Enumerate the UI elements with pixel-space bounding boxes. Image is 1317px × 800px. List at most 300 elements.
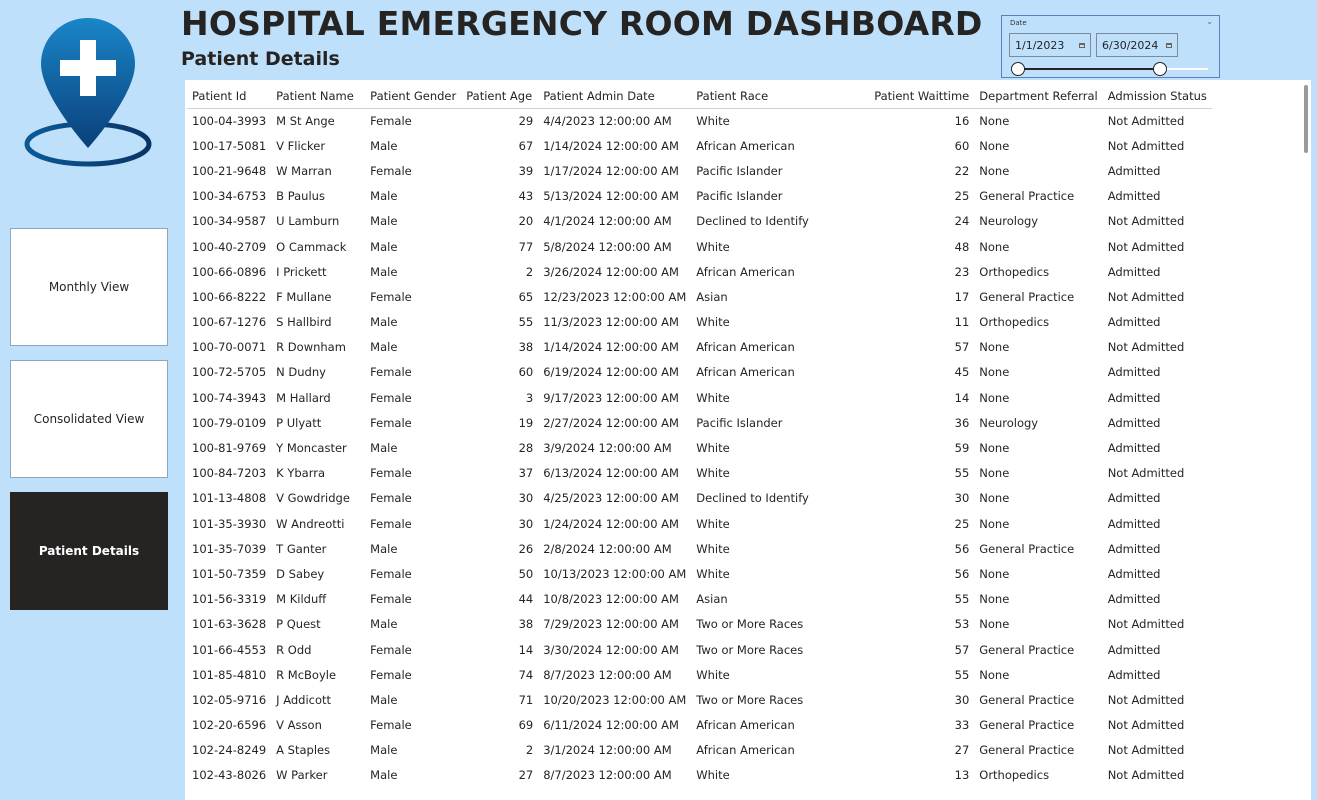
table-cell: Pacific Islander bbox=[696, 415, 783, 430]
table-cell: 100-67-1276 bbox=[192, 315, 267, 330]
table-cell: 19 bbox=[518, 415, 534, 430]
table-cell: Not Admitted bbox=[1107, 214, 1185, 229]
table-row[interactable] bbox=[187, 184, 1212, 209]
table-cell: Male bbox=[370, 138, 398, 153]
table-row[interactable] bbox=[187, 662, 1212, 687]
calendar-icon[interactable] bbox=[1166, 43, 1172, 48]
table-row[interactable] bbox=[187, 587, 1212, 612]
table-cell: 9/17/2023 12:00:00 AM bbox=[543, 390, 679, 405]
table-cell: White bbox=[696, 566, 730, 581]
table-cell: 50 bbox=[518, 566, 534, 581]
table-cell: Declined to Identify bbox=[696, 491, 809, 506]
table-cell: 100-66-0896 bbox=[192, 264, 267, 279]
table-row[interactable] bbox=[187, 738, 1212, 763]
table-row[interactable] bbox=[187, 637, 1212, 662]
table-cell: 28 bbox=[518, 441, 534, 456]
table-cell: Admitted bbox=[1107, 264, 1161, 279]
page-subtitle: Patient Details bbox=[181, 48, 340, 70]
patient-details-label: Patient Details bbox=[38, 544, 140, 558]
date-slicer-label: Date bbox=[1010, 19, 1027, 27]
table-cell: White bbox=[696, 768, 730, 783]
table-cell: 22 bbox=[954, 163, 970, 178]
table-cell: Male bbox=[370, 315, 398, 330]
table-cell: 17 bbox=[954, 289, 970, 304]
table-cell: African American bbox=[696, 138, 795, 153]
table-cell: 77 bbox=[518, 239, 534, 254]
table-cell: Female bbox=[370, 667, 412, 682]
patient-details-button[interactable] bbox=[10, 492, 168, 610]
table-cell: 1/17/2024 12:00:00 AM bbox=[543, 163, 679, 178]
table-cell: 7/29/2023 12:00:00 AM bbox=[543, 617, 679, 632]
column-header[interactable]: Patient Admin Date bbox=[538, 84, 691, 108]
table-cell: 30 bbox=[954, 692, 970, 707]
end-date-value: 6/30/2024 bbox=[1102, 39, 1159, 52]
table-cell: None bbox=[979, 516, 1010, 531]
table-cell: Male bbox=[370, 340, 398, 355]
table-cell: M St Ange bbox=[276, 113, 335, 128]
table-cell: 101-35-7039 bbox=[192, 541, 267, 556]
table-cell: 102-43-8026 bbox=[192, 768, 267, 783]
table-cell: 101-13-4808 bbox=[192, 491, 267, 506]
table-cell: Female bbox=[370, 466, 412, 481]
column-header[interactable]: Patient Age bbox=[461, 84, 538, 108]
table-cell: Admitted bbox=[1107, 390, 1161, 405]
table-cell: S Hallbird bbox=[276, 315, 332, 330]
table-cell: 6/13/2024 12:00:00 AM bbox=[543, 466, 679, 481]
table-row[interactable] bbox=[187, 486, 1212, 511]
table-cell: 60 bbox=[518, 365, 534, 380]
table-cell: White bbox=[696, 239, 730, 254]
table-cell: Declined to Identify bbox=[696, 214, 809, 229]
table-cell: V Flicker bbox=[276, 138, 326, 153]
table-cell: 27 bbox=[954, 743, 970, 758]
table-cell: Male bbox=[370, 239, 398, 254]
table-cell: 100-21-9648 bbox=[192, 163, 267, 178]
table-cell: Female bbox=[370, 365, 412, 380]
column-header[interactable]: Patient Name bbox=[271, 84, 365, 108]
table-cell: 101-35-3930 bbox=[192, 516, 267, 531]
table-row[interactable] bbox=[187, 687, 1212, 712]
table-header-row bbox=[187, 84, 1212, 108]
header bbox=[176, 0, 1317, 80]
table-cell: R McBoyle bbox=[276, 667, 337, 682]
table-cell: 11 bbox=[954, 315, 970, 330]
patient-table-panel bbox=[185, 80, 1311, 800]
table-row[interactable] bbox=[187, 713, 1212, 738]
table-cell: 30 bbox=[954, 491, 970, 506]
table-cell: African American bbox=[696, 718, 795, 733]
table-cell: Female bbox=[370, 113, 412, 128]
table-cell: Admitted bbox=[1107, 163, 1161, 178]
table-cell: None bbox=[979, 566, 1010, 581]
table-cell: 3/9/2024 12:00:00 AM bbox=[543, 441, 672, 456]
table-cell: V Asson bbox=[276, 718, 322, 733]
table-cell: 3/26/2024 12:00:00 AM bbox=[543, 264, 679, 279]
table-cell: 10/13/2023 12:00:00 AM bbox=[543, 566, 687, 581]
table-cell: Pacific Islander bbox=[696, 163, 783, 178]
table-cell: Female bbox=[370, 415, 412, 430]
table-cell: 57 bbox=[954, 340, 970, 355]
table-row[interactable] bbox=[187, 536, 1212, 561]
table-cell: J Addicott bbox=[276, 692, 332, 707]
table-cell: Female bbox=[370, 718, 412, 733]
table-cell: 14 bbox=[518, 642, 534, 657]
table-cell: 10/20/2023 12:00:00 AM bbox=[543, 692, 687, 707]
table-cell: Admitted bbox=[1107, 415, 1161, 430]
table-cell: African American bbox=[696, 264, 795, 279]
table-cell: Not Admitted bbox=[1107, 743, 1185, 758]
table-cell: 100-74-3943 bbox=[192, 390, 267, 405]
table-cell: Admitted bbox=[1107, 642, 1161, 657]
table-cell: K Ybarra bbox=[276, 466, 326, 481]
table-cell: W Marran bbox=[276, 163, 332, 178]
table-cell: Admitted bbox=[1107, 592, 1161, 607]
table-cell: 16 bbox=[954, 113, 970, 128]
table-cell: 55 bbox=[518, 315, 534, 330]
table-cell: Admitted bbox=[1107, 667, 1161, 682]
table-cell: Neurology bbox=[979, 214, 1039, 229]
table-cell: 100-40-2709 bbox=[192, 239, 267, 254]
table-cell: 8/7/2023 12:00:00 AM bbox=[543, 768, 672, 783]
chevron-down-icon[interactable]: ⌄ bbox=[1206, 17, 1213, 26]
table-cell: African American bbox=[696, 365, 795, 380]
table-row[interactable] bbox=[187, 461, 1212, 486]
table-cell: Orthopedics bbox=[979, 768, 1050, 783]
table-cell: White bbox=[696, 466, 730, 481]
column-header[interactable]: Patient Race bbox=[691, 84, 826, 108]
table-cell: 1/14/2024 12:00:00 AM bbox=[543, 340, 679, 355]
table-row[interactable] bbox=[187, 209, 1212, 234]
table-cell: White bbox=[696, 667, 730, 682]
table-cell: 59 bbox=[954, 441, 970, 456]
table-cell: 30 bbox=[518, 491, 534, 506]
table-cell: Male bbox=[370, 768, 398, 783]
table-cell: F Mullane bbox=[276, 289, 332, 304]
table-row[interactable] bbox=[187, 158, 1212, 183]
table-cell: White bbox=[696, 441, 730, 456]
table-cell: 101-50-7359 bbox=[192, 566, 267, 581]
table-cell: General Practice bbox=[979, 541, 1075, 556]
table-cell: 57 bbox=[954, 642, 970, 657]
table-cell: 60 bbox=[954, 138, 970, 153]
table-cell: Admitted bbox=[1107, 441, 1161, 456]
table-cell: Male bbox=[370, 692, 398, 707]
table-cell: 4/25/2023 12:00:00 AM bbox=[543, 491, 679, 506]
table-cell: None bbox=[979, 667, 1010, 682]
table-cell: 6/11/2024 12:00:00 AM bbox=[543, 718, 679, 733]
table-cell: W Andreotti bbox=[276, 516, 345, 531]
table-cell: 23 bbox=[954, 264, 970, 279]
table-cell: 2 bbox=[525, 264, 534, 279]
date-slider-end-handle[interactable] bbox=[1153, 62, 1167, 76]
table-cell: Not Admitted bbox=[1107, 138, 1185, 153]
table-cell: 37 bbox=[518, 466, 534, 481]
table-cell: Admitted bbox=[1107, 491, 1161, 506]
location-pin-medical-cross-icon bbox=[24, 16, 154, 168]
table-row[interactable] bbox=[187, 284, 1212, 309]
table-cell: Not Admitted bbox=[1107, 289, 1185, 304]
table-cell: 29 bbox=[518, 113, 534, 128]
table-cell: Not Admitted bbox=[1107, 113, 1185, 128]
table-cell: 39 bbox=[518, 163, 534, 178]
table-cell: 14 bbox=[954, 390, 970, 405]
table-row[interactable] bbox=[187, 561, 1212, 586]
table-cell: None bbox=[979, 138, 1010, 153]
table-cell: 38 bbox=[518, 617, 534, 632]
table-cell: 5/8/2024 12:00:00 AM bbox=[543, 239, 672, 254]
table-cell: Male bbox=[370, 441, 398, 456]
table-cell: Male bbox=[370, 617, 398, 632]
date-slider-start-handle[interactable] bbox=[1011, 62, 1025, 76]
table-cell: 8/7/2023 12:00:00 AM bbox=[543, 667, 672, 682]
table-cell: African American bbox=[696, 340, 795, 355]
table-cell: B Paulus bbox=[276, 189, 325, 204]
table-cell: 100-34-9587 bbox=[192, 214, 267, 229]
table-cell: 10/8/2023 12:00:00 AM bbox=[543, 592, 679, 607]
table-cell: Female bbox=[370, 592, 412, 607]
table-cell: 101-66-4553 bbox=[192, 642, 267, 657]
table-cell: 43 bbox=[518, 189, 534, 204]
table-cell: N Dudny bbox=[276, 365, 326, 380]
table-cell: 100-66-8222 bbox=[192, 289, 267, 304]
table-cell: Neurology bbox=[979, 415, 1039, 430]
table-cell: Two or More Races bbox=[696, 642, 804, 657]
table-cell: Male bbox=[370, 189, 398, 204]
consolidated-view-label: Consolidated View bbox=[33, 412, 145, 426]
monthly-view-button[interactable] bbox=[10, 228, 168, 346]
table-cell: Admitted bbox=[1107, 541, 1161, 556]
table-cell: White bbox=[696, 516, 730, 531]
table-cell: 25 bbox=[954, 189, 970, 204]
table-cell: 36 bbox=[954, 415, 970, 430]
table-cell: Not Admitted bbox=[1107, 768, 1185, 783]
table-cell: 13 bbox=[954, 768, 970, 783]
table-cell: Admitted bbox=[1107, 189, 1161, 204]
table-row[interactable] bbox=[187, 435, 1212, 460]
table-cell: Male bbox=[370, 541, 398, 556]
table-cell: Female bbox=[370, 491, 412, 506]
table-cell: White bbox=[696, 113, 730, 128]
table-row[interactable] bbox=[187, 259, 1212, 284]
table-cell: 65 bbox=[518, 289, 534, 304]
table-cell: Female bbox=[370, 390, 412, 405]
table-cell: 100-04-3993 bbox=[192, 113, 267, 128]
table-cell: 100-84-7203 bbox=[192, 466, 267, 481]
table-cell: 101-63-3628 bbox=[192, 617, 267, 632]
table-cell: None bbox=[979, 340, 1010, 355]
table-cell: None bbox=[979, 491, 1010, 506]
table-cell: 100-34-6753 bbox=[192, 189, 267, 204]
table-cell: Female bbox=[370, 642, 412, 657]
table-cell: 100-72-5705 bbox=[192, 365, 267, 380]
table-cell: Orthopedics bbox=[979, 264, 1050, 279]
table-cell: None bbox=[979, 163, 1010, 178]
table-cell: 6/19/2024 12:00:00 AM bbox=[543, 365, 679, 380]
table-cell: O Cammack bbox=[276, 239, 347, 254]
table-cell: 38 bbox=[518, 340, 534, 355]
table-cell: Not Admitted bbox=[1107, 340, 1185, 355]
table-cell: Not Admitted bbox=[1107, 718, 1185, 733]
table-row[interactable] bbox=[187, 511, 1212, 536]
table-cell: General Practice bbox=[979, 289, 1075, 304]
table-row[interactable] bbox=[187, 763, 1212, 788]
table-cell: Orthopedics bbox=[979, 315, 1050, 330]
table-cell: Male bbox=[370, 743, 398, 758]
date-slicer[interactable] bbox=[1001, 15, 1220, 78]
table-cell: T Ganter bbox=[276, 541, 327, 556]
table-cell: None bbox=[979, 592, 1010, 607]
table-cell: 33 bbox=[954, 718, 970, 733]
table-cell: M Hallard bbox=[276, 390, 331, 405]
table-cell: Not Admitted bbox=[1107, 692, 1185, 707]
logo-svg bbox=[24, 16, 154, 168]
table-cell: P Quest bbox=[276, 617, 321, 632]
table-cell: 55 bbox=[954, 466, 970, 481]
table-row[interactable] bbox=[187, 133, 1212, 158]
table-cell: General Practice bbox=[979, 189, 1075, 204]
table-row[interactable] bbox=[187, 360, 1212, 385]
table-row[interactable] bbox=[187, 612, 1212, 637]
table-cell: None bbox=[979, 113, 1010, 128]
table-cell: Pacific Islander bbox=[696, 189, 783, 204]
table-row[interactable] bbox=[187, 410, 1212, 435]
table-cell: 102-24-8249 bbox=[192, 743, 267, 758]
table-cell: 71 bbox=[518, 692, 534, 707]
table-cell: A Staples bbox=[276, 743, 331, 758]
table-cell: R Odd bbox=[276, 642, 312, 657]
table-cell: D Sabey bbox=[276, 566, 325, 581]
table-cell: 100-79-0109 bbox=[192, 415, 267, 430]
end-date-input[interactable] bbox=[1096, 33, 1178, 57]
page-title: HOSPITAL EMERGENCY ROOM DASHBOARD bbox=[181, 4, 983, 43]
table-cell: Female bbox=[370, 516, 412, 531]
table-cell: 48 bbox=[954, 239, 970, 254]
table-cell: 56 bbox=[954, 541, 970, 556]
table-cell: 100-70-0071 bbox=[192, 340, 267, 355]
table-cell: African American bbox=[696, 743, 795, 758]
table-cell: U Lamburn bbox=[276, 214, 340, 229]
table-cell: Female bbox=[370, 289, 412, 304]
table-cell: 27 bbox=[518, 768, 534, 783]
table-cell: Two or More Races bbox=[696, 692, 804, 707]
table-cell: 3 bbox=[525, 390, 534, 405]
table-row[interactable] bbox=[187, 385, 1212, 410]
table-cell: Admitted bbox=[1107, 566, 1161, 581]
vertical-scrollbar[interactable] bbox=[1304, 85, 1308, 153]
column-header[interactable]: Patient Gender bbox=[365, 84, 461, 108]
table-cell: 5/13/2024 12:00:00 AM bbox=[543, 189, 679, 204]
table-cell: 55 bbox=[954, 667, 970, 682]
table-cell: 100-17-5081 bbox=[192, 138, 267, 153]
table-cell: 44 bbox=[518, 592, 534, 607]
table-cell: 11/3/2023 12:00:00 AM bbox=[543, 315, 679, 330]
column-header[interactable]: Department Referral bbox=[974, 84, 1102, 108]
table-body bbox=[187, 108, 1212, 788]
table-cell: Male bbox=[370, 214, 398, 229]
table-row[interactable] bbox=[187, 310, 1212, 335]
table-cell: 30 bbox=[518, 516, 534, 531]
table-cell: Admitted bbox=[1107, 365, 1161, 380]
table-cell: General Practice bbox=[979, 743, 1075, 758]
table-cell: Male bbox=[370, 264, 398, 279]
column-header[interactable]: Admission Status bbox=[1103, 84, 1212, 108]
start-date-value: 1/1/2023 bbox=[1015, 39, 1065, 52]
consolidated-view-button[interactable] bbox=[10, 360, 168, 478]
table-row[interactable] bbox=[187, 335, 1212, 360]
table-cell: None bbox=[979, 617, 1010, 632]
table-cell: None bbox=[979, 239, 1010, 254]
table-cell: Asian bbox=[696, 289, 728, 304]
table-cell: 4/1/2024 12:00:00 AM bbox=[543, 214, 672, 229]
table-cell: 26 bbox=[518, 541, 534, 556]
table-cell: 2/27/2024 12:00:00 AM bbox=[543, 415, 679, 430]
table-cell: I Prickett bbox=[276, 264, 327, 279]
table-cell: 53 bbox=[954, 617, 970, 632]
start-date-input[interactable] bbox=[1009, 33, 1091, 57]
table-row[interactable] bbox=[187, 108, 1212, 133]
table-cell: 55 bbox=[954, 592, 970, 607]
table-cell: Asian bbox=[696, 592, 728, 607]
table-cell: 2 bbox=[525, 743, 534, 758]
table-cell: P Ulyatt bbox=[276, 415, 322, 430]
table-cell: 101-85-4810 bbox=[192, 667, 267, 682]
table-cell: General Practice bbox=[979, 642, 1075, 657]
table-cell: 1/24/2024 12:00:00 AM bbox=[543, 516, 679, 531]
table-cell: 45 bbox=[954, 365, 970, 380]
table-cell: None bbox=[979, 466, 1010, 481]
table-cell: General Practice bbox=[979, 718, 1075, 733]
table-cell: 102-05-9716 bbox=[192, 692, 267, 707]
table-cell: Female bbox=[370, 566, 412, 581]
column-header[interactable]: Patient Waittime bbox=[826, 84, 974, 108]
table-cell: Not Admitted bbox=[1107, 239, 1185, 254]
table-cell: 3/30/2024 12:00:00 AM bbox=[543, 642, 679, 657]
table-cell: 74 bbox=[518, 667, 534, 682]
table-cell: Y Moncaster bbox=[276, 441, 347, 456]
table-cell: 24 bbox=[954, 214, 970, 229]
table-row[interactable] bbox=[187, 234, 1212, 259]
table-cell: Not Admitted bbox=[1107, 617, 1185, 632]
table-cell: 69 bbox=[518, 718, 534, 733]
table-cell: 4/4/2023 12:00:00 AM bbox=[543, 113, 672, 128]
table-cell: Admitted bbox=[1107, 315, 1161, 330]
table-cell: 67 bbox=[518, 138, 534, 153]
monthly-view-label: Monthly View bbox=[48, 280, 130, 294]
table-cell: 2/8/2024 12:00:00 AM bbox=[543, 541, 672, 556]
table-cell: 101-56-3319 bbox=[192, 592, 267, 607]
patient-table bbox=[187, 84, 1212, 788]
table-cell: 1/14/2024 12:00:00 AM bbox=[543, 138, 679, 153]
table-cell: 20 bbox=[518, 214, 534, 229]
table-cell: 56 bbox=[954, 566, 970, 581]
table-cell: M Kilduff bbox=[276, 592, 327, 607]
table-cell: Not Admitted bbox=[1107, 466, 1185, 481]
column-header[interactable]: Patient Id bbox=[187, 84, 271, 108]
table-cell: None bbox=[979, 365, 1010, 380]
calendar-icon[interactable] bbox=[1079, 43, 1085, 48]
date-slider-range bbox=[1018, 68, 1160, 70]
table-cell: 25 bbox=[954, 516, 970, 531]
table-cell: General Practice bbox=[979, 692, 1075, 707]
table-cell: 12/23/2023 12:00:00 AM bbox=[543, 289, 687, 304]
sidebar bbox=[0, 0, 176, 800]
table-cell: 102-20-6596 bbox=[192, 718, 267, 733]
table-cell: None bbox=[979, 441, 1010, 456]
table-cell: Two or More Races bbox=[696, 617, 804, 632]
table-cell: 3/1/2024 12:00:00 AM bbox=[543, 743, 672, 758]
table-cell: White bbox=[696, 315, 730, 330]
table-cell: W Parker bbox=[276, 768, 328, 783]
